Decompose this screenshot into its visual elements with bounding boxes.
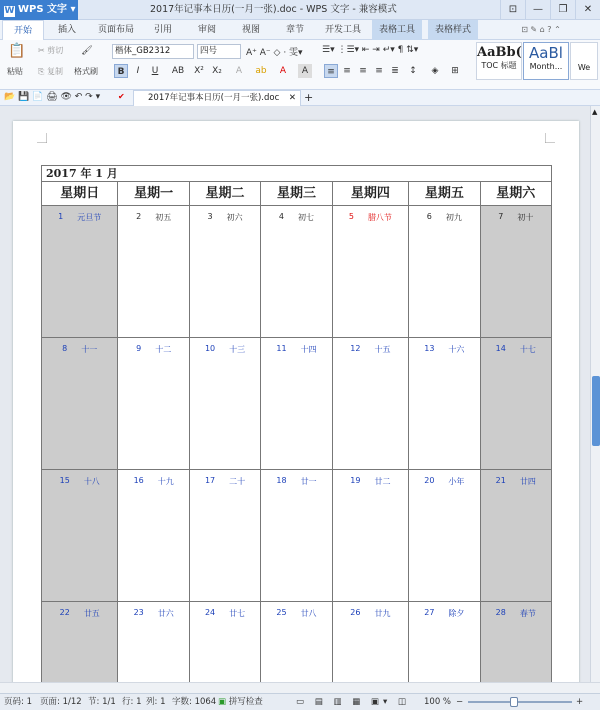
tab-developer[interactable]: 开发工具: [324, 25, 361, 35]
title-bar: [0, 0, 600, 20]
align-left-icon[interactable]: ≡: [324, 64, 338, 78]
lunar-date-label: 十二: [155, 345, 172, 354]
lunar-date-label: 初五: [155, 213, 172, 222]
day-number: 12: [350, 344, 361, 353]
day-number: 16: [133, 476, 144, 485]
calendar-day-cell[interactable]: [261, 602, 332, 683]
borders-icon[interactable]: ⊞: [451, 66, 459, 76]
lunar-date-label: 十九: [157, 477, 174, 486]
calendar-day-cell[interactable]: [118, 338, 189, 470]
day-number: 8: [62, 344, 68, 353]
distribute-icon[interactable]: ≣: [391, 66, 399, 76]
tab-page-layout[interactable]: 页面布局: [97, 25, 134, 35]
calendar-week-row: [42, 338, 552, 470]
calendar-week-row: [42, 602, 552, 683]
zoom-in-icon[interactable]: +: [576, 697, 584, 707]
wps-logo-icon: W: [4, 6, 15, 16]
style-name: We: [577, 63, 591, 72]
zoom-slider-thumb[interactable]: [510, 697, 518, 707]
day-number: 15: [59, 476, 70, 485]
lunar-date-label: 十四: [300, 345, 317, 354]
weekday-header: 星期四: [332, 182, 408, 206]
status-pages: 页面: 1/12: [40, 697, 82, 707]
style-name: TOC 标题: [481, 61, 517, 70]
calendar-day-cell[interactable]: [332, 206, 408, 338]
window-title: 2017年记事本日历(一月一张).doc - WPS 文字 - 兼容模式: [150, 4, 397, 15]
calendar-day-cell[interactable]: [189, 338, 260, 470]
document-tab[interactable]: [133, 90, 301, 106]
tab-insert[interactable]: 插入: [57, 25, 76, 35]
paste-button[interactable]: 粘贴: [7, 67, 23, 76]
day-number: 17: [204, 476, 216, 485]
highlight-icon[interactable]: ab: [255, 66, 267, 76]
tab-table-tools[interactable]: 表格工具: [372, 20, 422, 40]
day-number: 19: [350, 476, 361, 485]
underline-icon[interactable]: U: [151, 66, 159, 76]
copy-button[interactable]: ⎘ 复制: [38, 67, 63, 76]
tab-table-style[interactable]: 表格样式: [428, 20, 478, 40]
style-preview: AaBl: [529, 44, 563, 62]
weekday-header: 星期五: [409, 182, 480, 206]
calendar-day-cell[interactable]: [42, 338, 118, 470]
restore-icon[interactable]: ⊡: [500, 0, 525, 20]
day-number: 4: [278, 212, 285, 221]
lunar-date-label: 廿八: [300, 609, 317, 618]
ribbon-options-icons: ⊡ ✎ ⌂ ? ⌃: [521, 25, 561, 34]
lunar-date-label: 廿二: [374, 477, 391, 486]
calendar-day-cell[interactable]: [189, 602, 260, 683]
quick-access-icons[interactable]: 📂 💾 📄 🖨 👁 ↶ ↷ ▾: [4, 92, 101, 102]
calendar-week-row: [42, 470, 552, 602]
day-number: 14: [495, 344, 506, 353]
subscript-icon[interactable]: X₂: [212, 66, 222, 76]
horizontal-scrollbar[interactable]: [0, 682, 600, 693]
pin-icon[interactable]: ✔: [118, 92, 125, 101]
day-number: 3: [207, 212, 213, 221]
superscript-icon[interactable]: X²: [194, 66, 204, 76]
calendar-day-cell[interactable]: [480, 206, 551, 338]
spellcheck-button[interactable]: [218, 694, 263, 710]
tab-sections[interactable]: 章节: [285, 25, 304, 35]
lunar-date-label: 初十: [517, 213, 534, 222]
strikethrough-icon[interactable]: AB: [171, 66, 185, 76]
lunar-date-label: 初九: [445, 213, 462, 222]
zoom-out-icon[interactable]: −: [456, 697, 464, 707]
status-row: 行: 1: [122, 697, 142, 707]
font-grow-shrink-icons[interactable]: A⁺ A⁻ ◇ · 雯▾: [246, 48, 303, 58]
calendar-title: 2017 年 1 月: [42, 166, 552, 182]
lunar-date-label: 初六: [226, 213, 243, 222]
calendar-day-cell[interactable]: [261, 206, 332, 338]
day-number: 21: [495, 476, 506, 485]
day-number: 7: [498, 212, 504, 221]
day-number: 28: [495, 608, 506, 617]
day-number: 2: [136, 212, 142, 221]
weekday-header: 星期日: [42, 182, 118, 206]
lunar-date-label: 十三: [229, 345, 246, 354]
tab-view[interactable]: 视图: [241, 25, 260, 35]
tab-home[interactable]: 开始: [2, 20, 44, 40]
scroll-up-icon[interactable]: ▲: [592, 108, 598, 116]
document-workspace: [0, 106, 590, 682]
lunar-date-label: 廿一: [300, 477, 317, 486]
zoom-slider[interactable]: [468, 701, 572, 703]
lunar-date-label: 小年: [448, 477, 465, 486]
ribbon-tabs: [0, 20, 600, 40]
calendar-day-cell[interactable]: [189, 206, 260, 338]
day-number: 22: [59, 608, 70, 617]
lunar-date-label: 十六: [448, 345, 465, 354]
lunar-date-label: 腊八节: [367, 213, 392, 222]
status-words: 字数: 1064: [172, 697, 217, 707]
lunar-date-label: 除夕: [448, 609, 465, 618]
lunar-date-label: 廿七: [229, 609, 246, 618]
calendar-day-cell[interactable]: [409, 602, 480, 683]
calendar-day-cell[interactable]: [42, 206, 118, 338]
lunar-date-label: 廿九: [374, 609, 391, 618]
style-name: Month...: [529, 62, 563, 71]
spellcheck-label: 拼写检查: [228, 697, 263, 707]
calendar-day-cell[interactable]: [332, 470, 408, 602]
calendar-day-cell[interactable]: [118, 470, 189, 602]
scroll-thumb[interactable]: [592, 376, 600, 446]
crop-mark-tl: [37, 133, 47, 143]
lunar-date-label: 廿五: [83, 609, 100, 618]
day-number: 9: [136, 344, 142, 353]
calendar-day-cell[interactable]: [480, 602, 551, 683]
maximize-button[interactable]: ❐: [550, 0, 575, 20]
paste-icon[interactable]: 📋: [8, 43, 26, 59]
day-number: 23: [133, 608, 144, 617]
weekday-header: 星期二: [189, 182, 260, 206]
lunar-date-label: 十七: [519, 345, 536, 354]
day-number: 18: [276, 476, 287, 485]
day-number: 20: [424, 476, 435, 485]
calendar-day-cell[interactable]: [42, 470, 118, 602]
document-tab-label: 2017年记事本日历(一月一张).doc: [148, 93, 280, 103]
calendar-day-cell[interactable]: [480, 470, 551, 602]
weekday-header: 星期三: [261, 182, 332, 206]
calendar-day-cell[interactable]: [261, 470, 332, 602]
char-shading-icon[interactable]: A: [298, 64, 312, 78]
font-name-select[interactable]: 楷体_GB2312: [112, 44, 194, 59]
calendar-day-cell[interactable]: [409, 338, 480, 470]
text-effect-icon[interactable]: A: [235, 66, 243, 76]
calendar-day-cell[interactable]: [42, 602, 118, 683]
font-size-select[interactable]: 四号: [197, 44, 241, 59]
calendar-week-row: [42, 206, 552, 338]
lunar-date-label: 廿六: [157, 609, 174, 618]
document-page[interactable]: [13, 121, 579, 682]
copy-label: 复制: [46, 67, 63, 76]
style-we[interactable]: [570, 42, 598, 80]
lunar-date-label: 元旦节: [77, 213, 102, 222]
new-tab-icon[interactable]: +: [304, 91, 314, 104]
weekday-header: 星期六: [480, 182, 551, 206]
status-section: 节: 1/1: [88, 697, 116, 707]
close-tab-icon[interactable]: ✕: [288, 93, 296, 103]
bold-icon[interactable]: B: [114, 64, 128, 78]
zoom-level[interactable]: 100 %: [424, 697, 452, 707]
app-name: WPS 文字: [18, 4, 68, 15]
day-number: 5: [348, 212, 354, 221]
cut-label: 剪切: [47, 46, 64, 55]
status-bar: [0, 693, 600, 710]
day-number: 13: [424, 344, 435, 353]
vertical-scrollbar[interactable]: [590, 106, 600, 682]
justify-icon[interactable]: ≡: [375, 66, 383, 76]
weekday-header: 星期一: [118, 182, 189, 206]
calendar-day-cell[interactable]: [189, 470, 260, 602]
close-button[interactable]: ✕: [575, 0, 600, 20]
status-page-number: 页码: 1: [4, 697, 32, 707]
calendar-day-cell[interactable]: [480, 338, 551, 470]
lunar-date-label: 十五: [374, 345, 391, 354]
font-color-icon[interactable]: A: [279, 66, 287, 76]
tab-review[interactable]: 审阅: [197, 25, 216, 35]
status-col: 列: 1: [146, 697, 166, 707]
align-right-icon[interactable]: ≡: [359, 66, 367, 76]
day-number: 10: [204, 344, 216, 353]
ribbon-toolbar: [0, 40, 600, 90]
day-number: 1: [58, 212, 64, 221]
line-spacing-icon[interactable]: ↕: [409, 66, 417, 76]
calendar-day-cell[interactable]: [409, 206, 480, 338]
calendar-day-cell[interactable]: [409, 470, 480, 602]
italic-icon[interactable]: I: [136, 66, 140, 76]
cut-button[interactable]: ✂ 剪切: [38, 46, 64, 55]
calendar-day-cell[interactable]: [332, 338, 408, 470]
style-preview: [571, 43, 597, 63]
style-toc-heading[interactable]: [476, 42, 522, 80]
lunar-date-label: 初七: [298, 213, 315, 222]
minimize-button[interactable]: —: [525, 0, 550, 20]
app-menu-button[interactable]: W WPS 文字 ▾: [0, 0, 78, 20]
calendar-day-cell[interactable]: [118, 206, 189, 338]
shading-icon[interactable]: ◈: [431, 66, 439, 76]
align-center-icon[interactable]: ≡: [343, 66, 351, 76]
calendar-table: [41, 165, 552, 682]
crop-mark-tr: [545, 133, 555, 143]
quick-access-bar: [0, 90, 600, 106]
lunar-date-label: 二十: [229, 477, 246, 486]
lunar-date-label: 春节: [519, 609, 536, 618]
day-number: 6: [426, 212, 432, 221]
calendar-day-cell[interactable]: [118, 602, 189, 683]
lunar-date-label: 十一: [81, 345, 98, 354]
lunar-date-label: 廿四: [519, 477, 536, 486]
tab-references[interactable]: 引用: [153, 25, 172, 35]
lunar-date-label: 十八: [83, 477, 100, 486]
day-number: 27: [424, 608, 435, 617]
view-mode-icons[interactable]: ▭ ▤ ▥ ▦ ▣▾ ◫: [296, 697, 410, 707]
day-number: 24: [204, 608, 216, 617]
format-painter-button[interactable]: 格式刷: [74, 67, 98, 76]
format-painter-icon[interactable]: 🖌: [81, 46, 93, 56]
style-preview: AaBb(: [477, 45, 522, 60]
calendar-day-cell[interactable]: [332, 602, 408, 683]
list-icons[interactable]: ☰▾ ⋮☰▾ ⇤ ⇥ ↵▾ ¶ ⇅▾: [322, 45, 419, 55]
day-number: 25: [276, 608, 287, 617]
style-month[interactable]: [523, 42, 569, 80]
day-number: 11: [276, 344, 287, 353]
calendar-day-cell[interactable]: [261, 338, 332, 470]
day-number: 26: [350, 608, 361, 617]
check-icon: ▣: [218, 697, 227, 707]
